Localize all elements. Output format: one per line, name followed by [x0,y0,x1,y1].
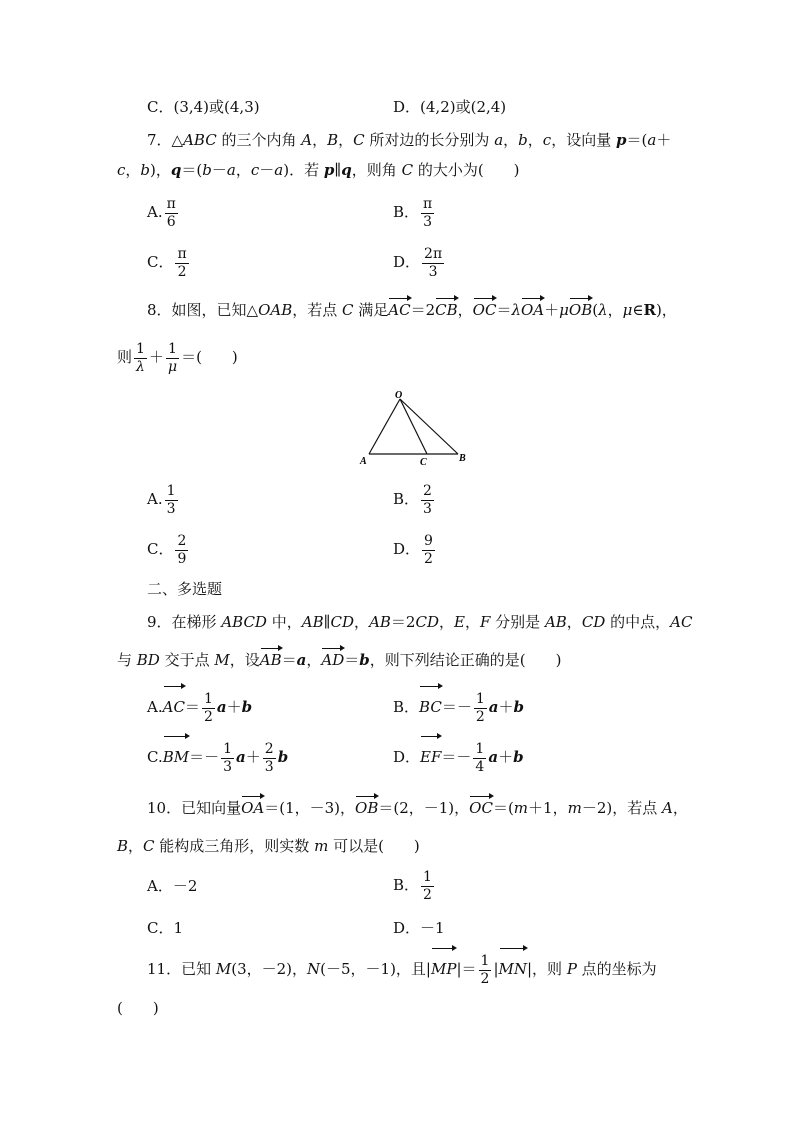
q11-stem-line1: 11．已知 M(3，－2)，N(－5，－1)，且|MP|＝ $\frac{1}{2}$ |MN|，则 P 点的坐标为 [147,950,657,988]
q10-stem-line1: 10．已知向量OA＝(1，－3)，OB＝(2，－1)，OC＝(m＋1，m－2)，若点 A， [147,799,688,817]
q7-option-a: A. $\frac{\pi}{6}$ [147,195,176,230]
label-a: A [360,456,367,467]
q8-option-a: A. $\frac{1}{3}$ [147,482,176,517]
q8-option-b: B． $\frac{2}{3}$ [393,482,432,517]
q10-stem-line2: B，C 能构成三角形，则实数 m 可以是( ) [117,837,420,855]
side-ob [400,399,458,454]
label-c: C [420,457,427,468]
q10-option-b: B． $\frac{1}{2}$ [393,868,432,903]
q9-option-c: C.BM＝－ $\frac{1}{3}$ a＋ $\frac{2}{3}$ b [147,738,288,776]
side-oa [369,399,400,454]
section-heading-multiple-choice: 二、多选题 [147,581,223,598]
q9-stem-line1: 9．在梯形 ABCD 中，AB∥CD，AB＝2CD，E，F 分别是 AB，CD 的中点，AC [147,613,693,631]
q10-option-a: A．－2 [147,877,198,895]
label-o: O [395,390,403,401]
q7-stem-line1: 7．△ABC 的三个内角 A，B，C 所对边的长分别为 a，b，c，设向量 p＝(a＋ [147,131,672,149]
q7-stem-line2: c，b)，q＝(b－a，c－a)．若 p∥q，则角 C 的大小为( ) [117,161,520,179]
q11-stem-line2: ( ) [117,999,159,1017]
q9-stem-line2: 与 BD 交于点 M，设AB＝a，AD＝b，则下列结论正确的是( ) [117,651,562,669]
q9-option-b: B．BC＝－ $\frac{1}{2}$ a＋b [393,688,524,726]
q7-option-b: B． $\frac{\pi}{3}$ [393,195,433,230]
q9-option-d: D．EF＝－ $\frac{1}{4}$ a＋b [393,738,524,776]
q8-stem-line2: 则 $\frac{1}{\lambda}$ ＋ $\frac{1}{\mu}$ ＝( ) [117,340,238,375]
triangle-oab-figure [355,388,475,468]
q8-option-d: D． $\frac{9}{2}$ [393,532,433,567]
q10-option-c: C．1 [147,919,184,937]
segment-oc [400,399,427,454]
q8-stem-line1: 8．如图，已知△OAB，若点 C 满足AC＝2CB，OC＝λOA＋μOB(λ，μ∈R)， [147,301,677,319]
q7-option-c: C． $\frac{\pi}{2}$ [147,245,187,280]
label-b: B [459,453,466,464]
q7-option-d: D． $\frac{2\pi}{3}$ [393,245,443,280]
q10-option-d: D．－1 [393,919,445,937]
q6-option-c: C．(3,4)或(4,3) [147,98,260,116]
q9-option-a: A.AC＝ $\frac{1}{2}$ a＋b [147,688,252,726]
q8-option-c: C． $\frac{2}{9}$ [147,532,187,567]
q6-option-d: D．(4,2)或(2,4) [393,98,507,116]
